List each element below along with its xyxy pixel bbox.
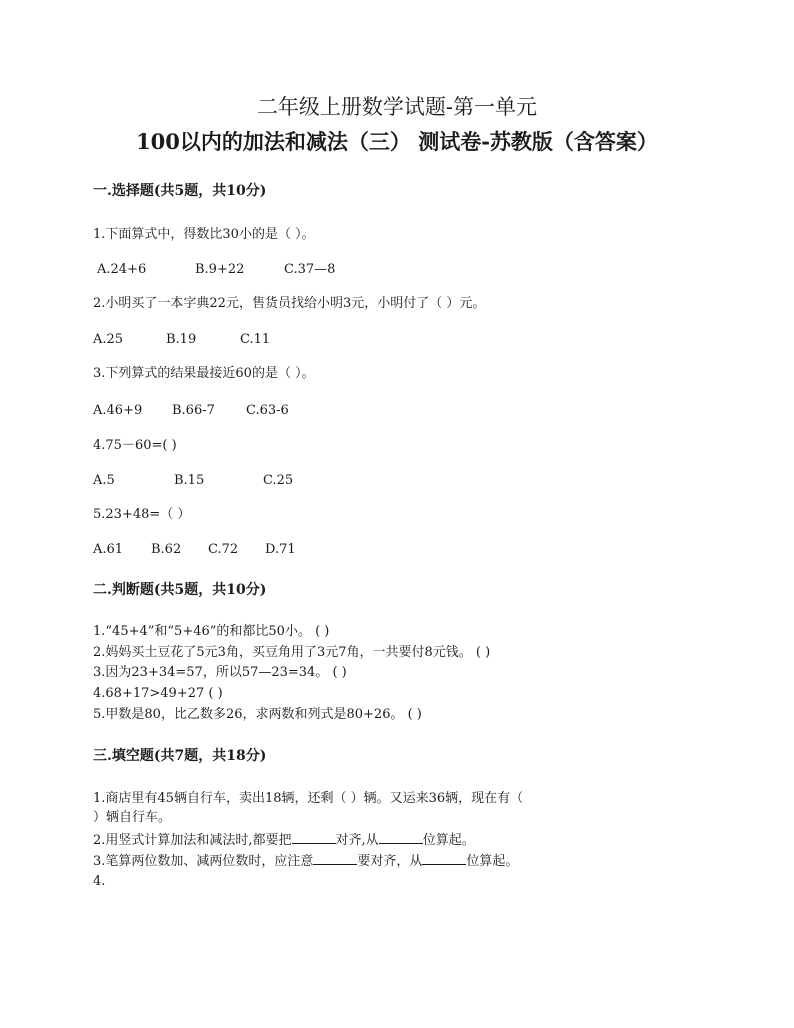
fill-question	[93, 851, 518, 870]
section-heading-judgment: 二.判断题(共5题，共10分)	[93, 582, 267, 598]
fill-question-text: ）辆自行车。	[93, 810, 172, 825]
option: C.37—8	[284, 262, 336, 277]
section-heading-fill-in: 三.填空题(共7题，共18分)	[93, 748, 267, 764]
section-heading-choice: 一.选择题(共5题，共10分)	[93, 183, 267, 199]
judgment-item: 1.“45+4”和“5+46”的和都比50小。 ( )	[93, 624, 330, 639]
option: A.25	[93, 332, 124, 347]
fill-question-text: 2.用竖式计算加法和减法时,都要把	[93, 833, 292, 848]
page-title: 二年级上册数学试题-第一单元	[256, 95, 538, 119]
fill-question	[93, 830, 475, 849]
fill-question-text: 位算起。	[422, 833, 475, 848]
option: A.46+9	[93, 403, 143, 418]
answer-options	[93, 472, 293, 489]
answer-blank	[379, 830, 423, 844]
question-text: 1.下面算式中，得数比30小的是（ ）。	[93, 227, 315, 242]
page-subtitle: 100以内的加法和减法（三） 测试卷-苏教版（含答案）	[136, 129, 658, 154]
fill-question-text: 对齐,从	[335, 833, 379, 848]
option: D.71	[265, 542, 296, 557]
option: B.15	[174, 473, 205, 488]
fill-question-text: 3.笔算两位数加、减两位数时，应注意	[93, 854, 314, 869]
option: B.66-7	[172, 403, 215, 418]
answer-options	[93, 331, 270, 348]
fill-question-text: 位算起。	[466, 854, 519, 869]
option: B.19	[166, 332, 197, 347]
option: C.63-6	[246, 403, 289, 418]
judgment-item: 4.68+17>49+27 ( )	[93, 686, 223, 701]
question-text: 5.23+48=（ ）	[93, 507, 191, 522]
option: A.24+6	[97, 262, 147, 277]
option: C.25	[263, 473, 294, 488]
question-text: 3.下列算式的结果最接近60的是（ ）。	[93, 366, 315, 381]
fill-question-text: 1.商店里有45辆自行车，卖出18辆，还剩（ ）辆。又运来36辆，现在有（	[93, 791, 524, 806]
fill-question-text: 要对齐，从	[357, 854, 423, 869]
question-text: 2.小明买了一本字典22元，售货员找给小明3元，小明付了（ ）元。	[93, 296, 486, 311]
option: C.72	[208, 542, 239, 557]
option: C.11	[240, 332, 271, 347]
answer-blank	[313, 851, 357, 865]
option: B.9+22	[195, 262, 245, 277]
judgment-item: 3.因为23+34=57，所以57—23=34。 ( )	[93, 665, 347, 680]
judgment-item: 5.甲数是80，比乙数多26，求两数和列式是80+26。 ( )	[93, 707, 422, 722]
option: A.5	[93, 473, 115, 488]
option: B.62	[151, 542, 182, 557]
answer-options	[97, 261, 335, 278]
answer-blank	[292, 830, 336, 844]
fill-question-text: 4.	[93, 874, 106, 889]
answer-options	[93, 402, 289, 419]
question-text: 4.75－60=( )	[93, 438, 177, 453]
answer-options	[93, 541, 296, 558]
judgment-item: 2.妈妈买土豆花了5元3角，买豆角用了3元7角，一共要付8元钱。 ( )	[93, 645, 491, 660]
option: A.61	[93, 542, 124, 557]
answer-blank	[422, 851, 466, 865]
